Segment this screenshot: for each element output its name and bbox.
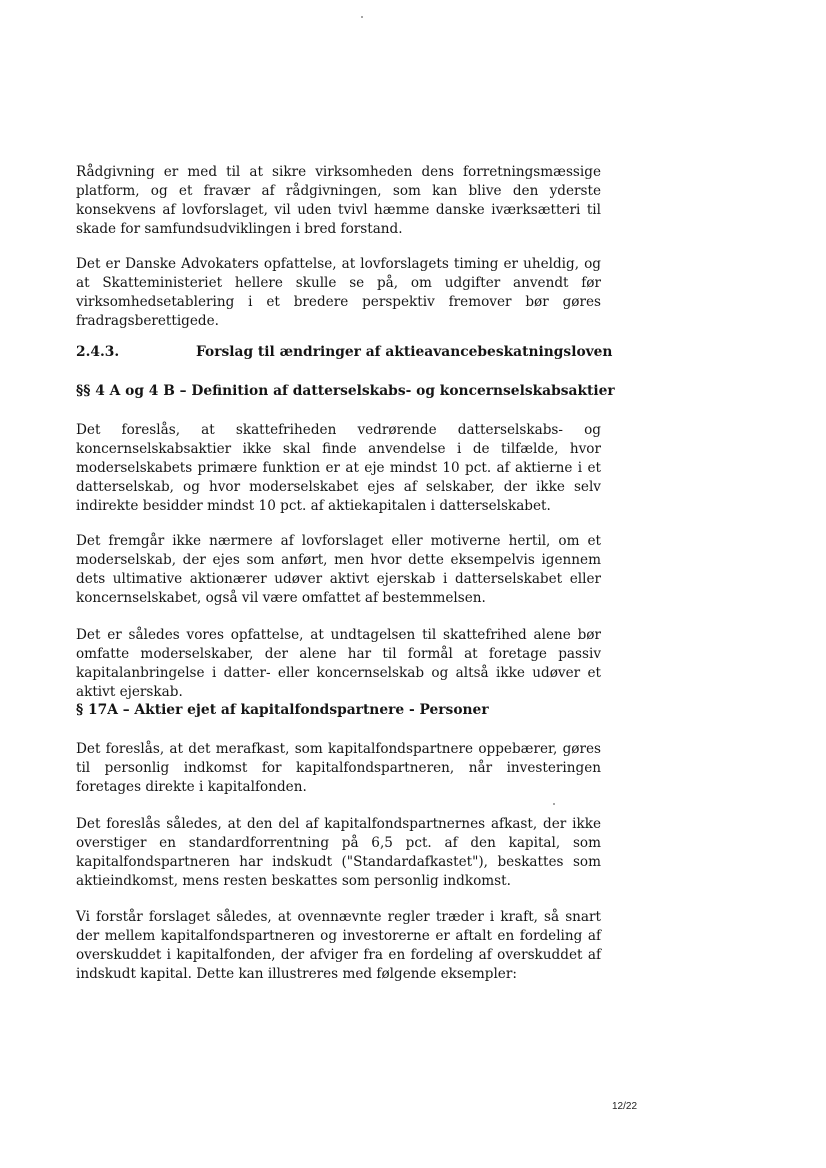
page-number: 12/22 [612,1101,638,1112]
paragraph-exception-opinion: Det er således vores opfattelse, at undtagelsen til skattefrihed alene bør omfatte moderselskaber, der alene har til formål at foretage passiv kapitalanbringelse i datter- eller koncernselskab og altså ikke udøver et aktivt ejerskab. [76,627,601,700]
paragraph-tax-exemption-proposal: Det foreslås, at skattefriheden vedrørende datterselskabs- og koncernselskabsaktier ikke skal finde anvendelse i de tilfælde, hvor moderselskabets primære funktion er at eje mindst 10 pct. af aktierne i et datterselskab, og hvor moderselskabet ejes af selskaber, der ikke selv indirekte besidder mindst 10 pct. af aktiekapitalen i datterselskabet. [76,422,601,514]
paragraph-active-ownership: Det fremgår ikke nærmere af lovforslaget eller motiverne hertil, om et moderselskab, der ejes som anført, men hvor dette eksempelvis igennem dets ultimative aktionærer udøver aktivt ejerskab i datterselskabet eller koncernselskabet, også vil være omfattet af bestemmelsen. [76,533,601,606]
paragraph-excess-return: Det foreslås, at det merafkast, som kapitalfondspartnere oppebærer, gøres til personlig indkomst for kapitalfondspartneren, når investeringen foretages direkte i kapitalfonden. [76,741,601,795]
subheading-subsidiary-shares: §§ 4 A og 4 B – Definition af datterselskabs- og koncernselskabsaktier [76,383,615,399]
section-number: 2.4.3. [76,344,120,360]
scan-speck [361,16,363,18]
subheading-capital-fund-partners: § 17A – Aktier ejet af kapitalfondspartnere - Personer [76,702,489,718]
section-title: Forslag til ændringer af aktieavancebeskatningsloven [196,344,613,360]
paragraph-understanding-proposal: Vi forstår forslaget således, at ovennævnte regler træder i kraft, så snart der mellem kapitalfondspartneren og investorerne er aftalt en fordeling af overskuddet i kapitalfonden, der afviger fra en fordeling af overskuddet af indskudt kapital. Dette kan illustreres med følgende eksempler: [76,909,601,982]
paragraph-advisory-importance: Rådgivning er med til at sikre virksomheden dens forretningsmæssige platform, og et fravær af rådgivningen, som kan blive den yderste konsekvens af lovforslaget, vil uden tvivl hæmme danske iværksætteri til skade for samfundsudviklingen i bred forstand. [76,164,601,237]
paragraph-timing-opinion: Det er Danske Advokaters opfattelse, at lovforslagets timing er uheldig, og at Skatteministeriet hellere skulle se på, om udgifter anvendt før virksomhedsetablering i et bredere perspektiv fremover bør gøres fradragsberettigede. [76,256,601,329]
scan-speck [553,803,555,805]
paragraph-standard-return: Det foreslås således, at den del af kapitalfondspartnernes afkast, der ikke overstiger en standardforrentning på 6,5 pct. af den kapital, som kapitalfondspartneren har indskudt ("Standardafkastet"), beskattes som aktieindkomst, mens resten beskattes som personlig indkomst. [76,816,601,889]
